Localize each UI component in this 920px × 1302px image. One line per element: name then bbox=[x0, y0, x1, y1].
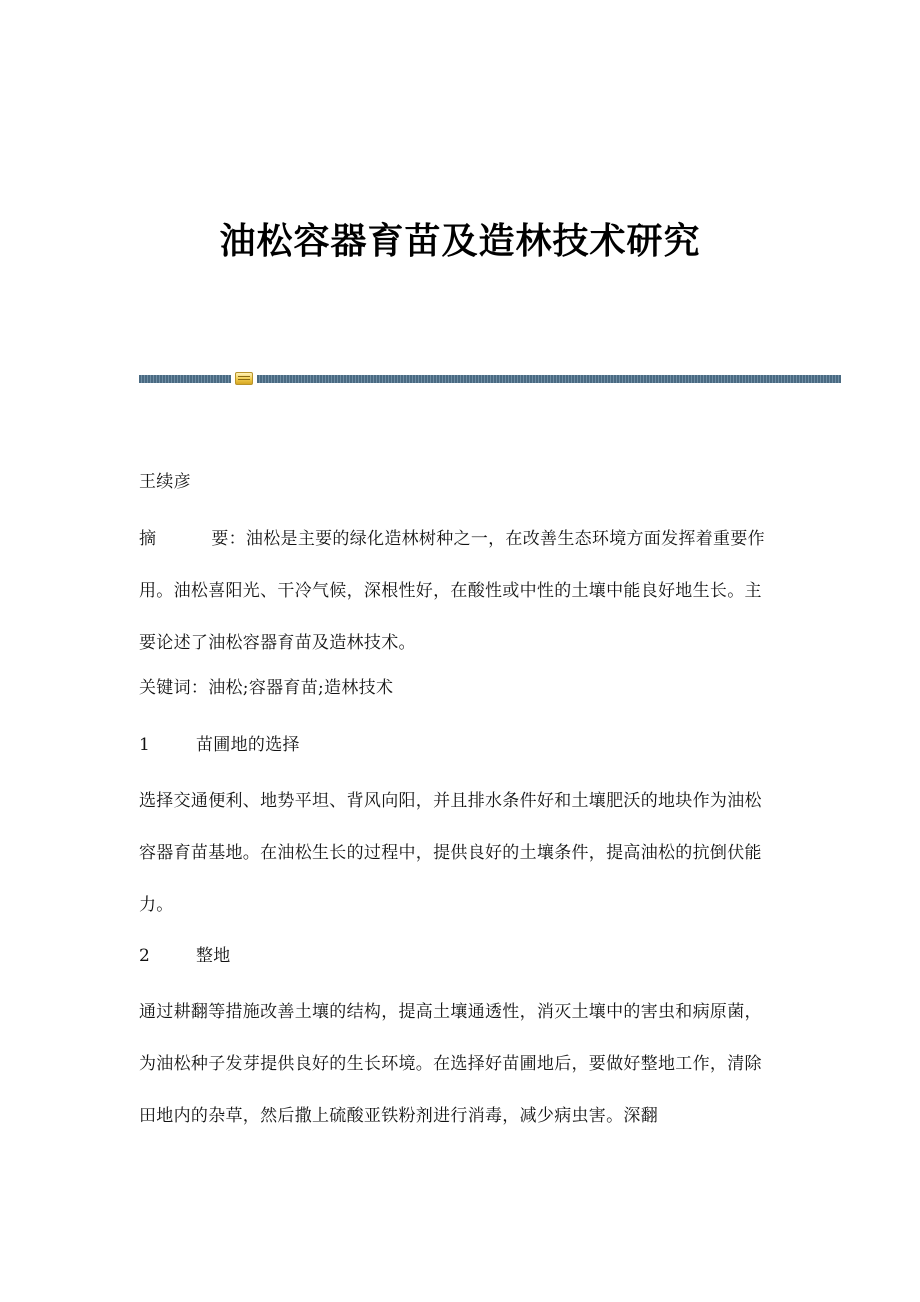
abstract-label-first: 摘 bbox=[139, 529, 157, 549]
keywords-label: 关键词： bbox=[139, 678, 209, 698]
abstract-paragraph bbox=[139, 513, 775, 669]
section-body: 通过耕翻等措施改善土壤的结构，提高土壤通透性，消灭土壤中的害虫和病原菌，为油松种子发芽提供良好的生长环境。在选择好苗圃地后，要做好整地工作，清除田地内的杂草，然后撒上硫酸亚铁粉剂进行消毒，减少病虫害。深翻 bbox=[139, 1002, 762, 1126]
section-heading-text: 整地 bbox=[196, 946, 231, 966]
title-divider-left bbox=[139, 375, 231, 383]
abstract-label-second: 要： bbox=[211, 529, 246, 549]
section-number: 1 bbox=[139, 735, 151, 755]
section-heading-text: 苗圃地的选择 bbox=[196, 735, 300, 755]
abstract-text: 油松是主要的绿化造林树种之一，在改善生态环境方面发挥着重要作用。油松喜阳光、干冷气候，深根性好，在酸性或中性的土壤中能良好地生长。主要论述了油松容器育苗及造林技术。 bbox=[139, 529, 765, 653]
author-name: 王续彦 bbox=[139, 472, 191, 492]
divider-ornament-icon bbox=[235, 372, 253, 385]
section-heading bbox=[139, 930, 775, 982]
title-divider-right bbox=[257, 375, 841, 383]
section-heading bbox=[139, 719, 775, 771]
section-number: 2 bbox=[139, 946, 151, 966]
keywords-text: 油松;容器育苗;造林技术 bbox=[208, 678, 394, 698]
keywords-line bbox=[139, 662, 775, 714]
document-title: 油松容器育苗及造林技术研究 bbox=[219, 220, 701, 262]
section-body: 选择交通便利、地势平坦、背风向阳，并且排水条件好和土壤肥沃的地块作为油松容器育苗基地。在油松生长的过程中，提供良好的土壤条件，提高油松的抗倒伏能力。 bbox=[139, 791, 762, 915]
